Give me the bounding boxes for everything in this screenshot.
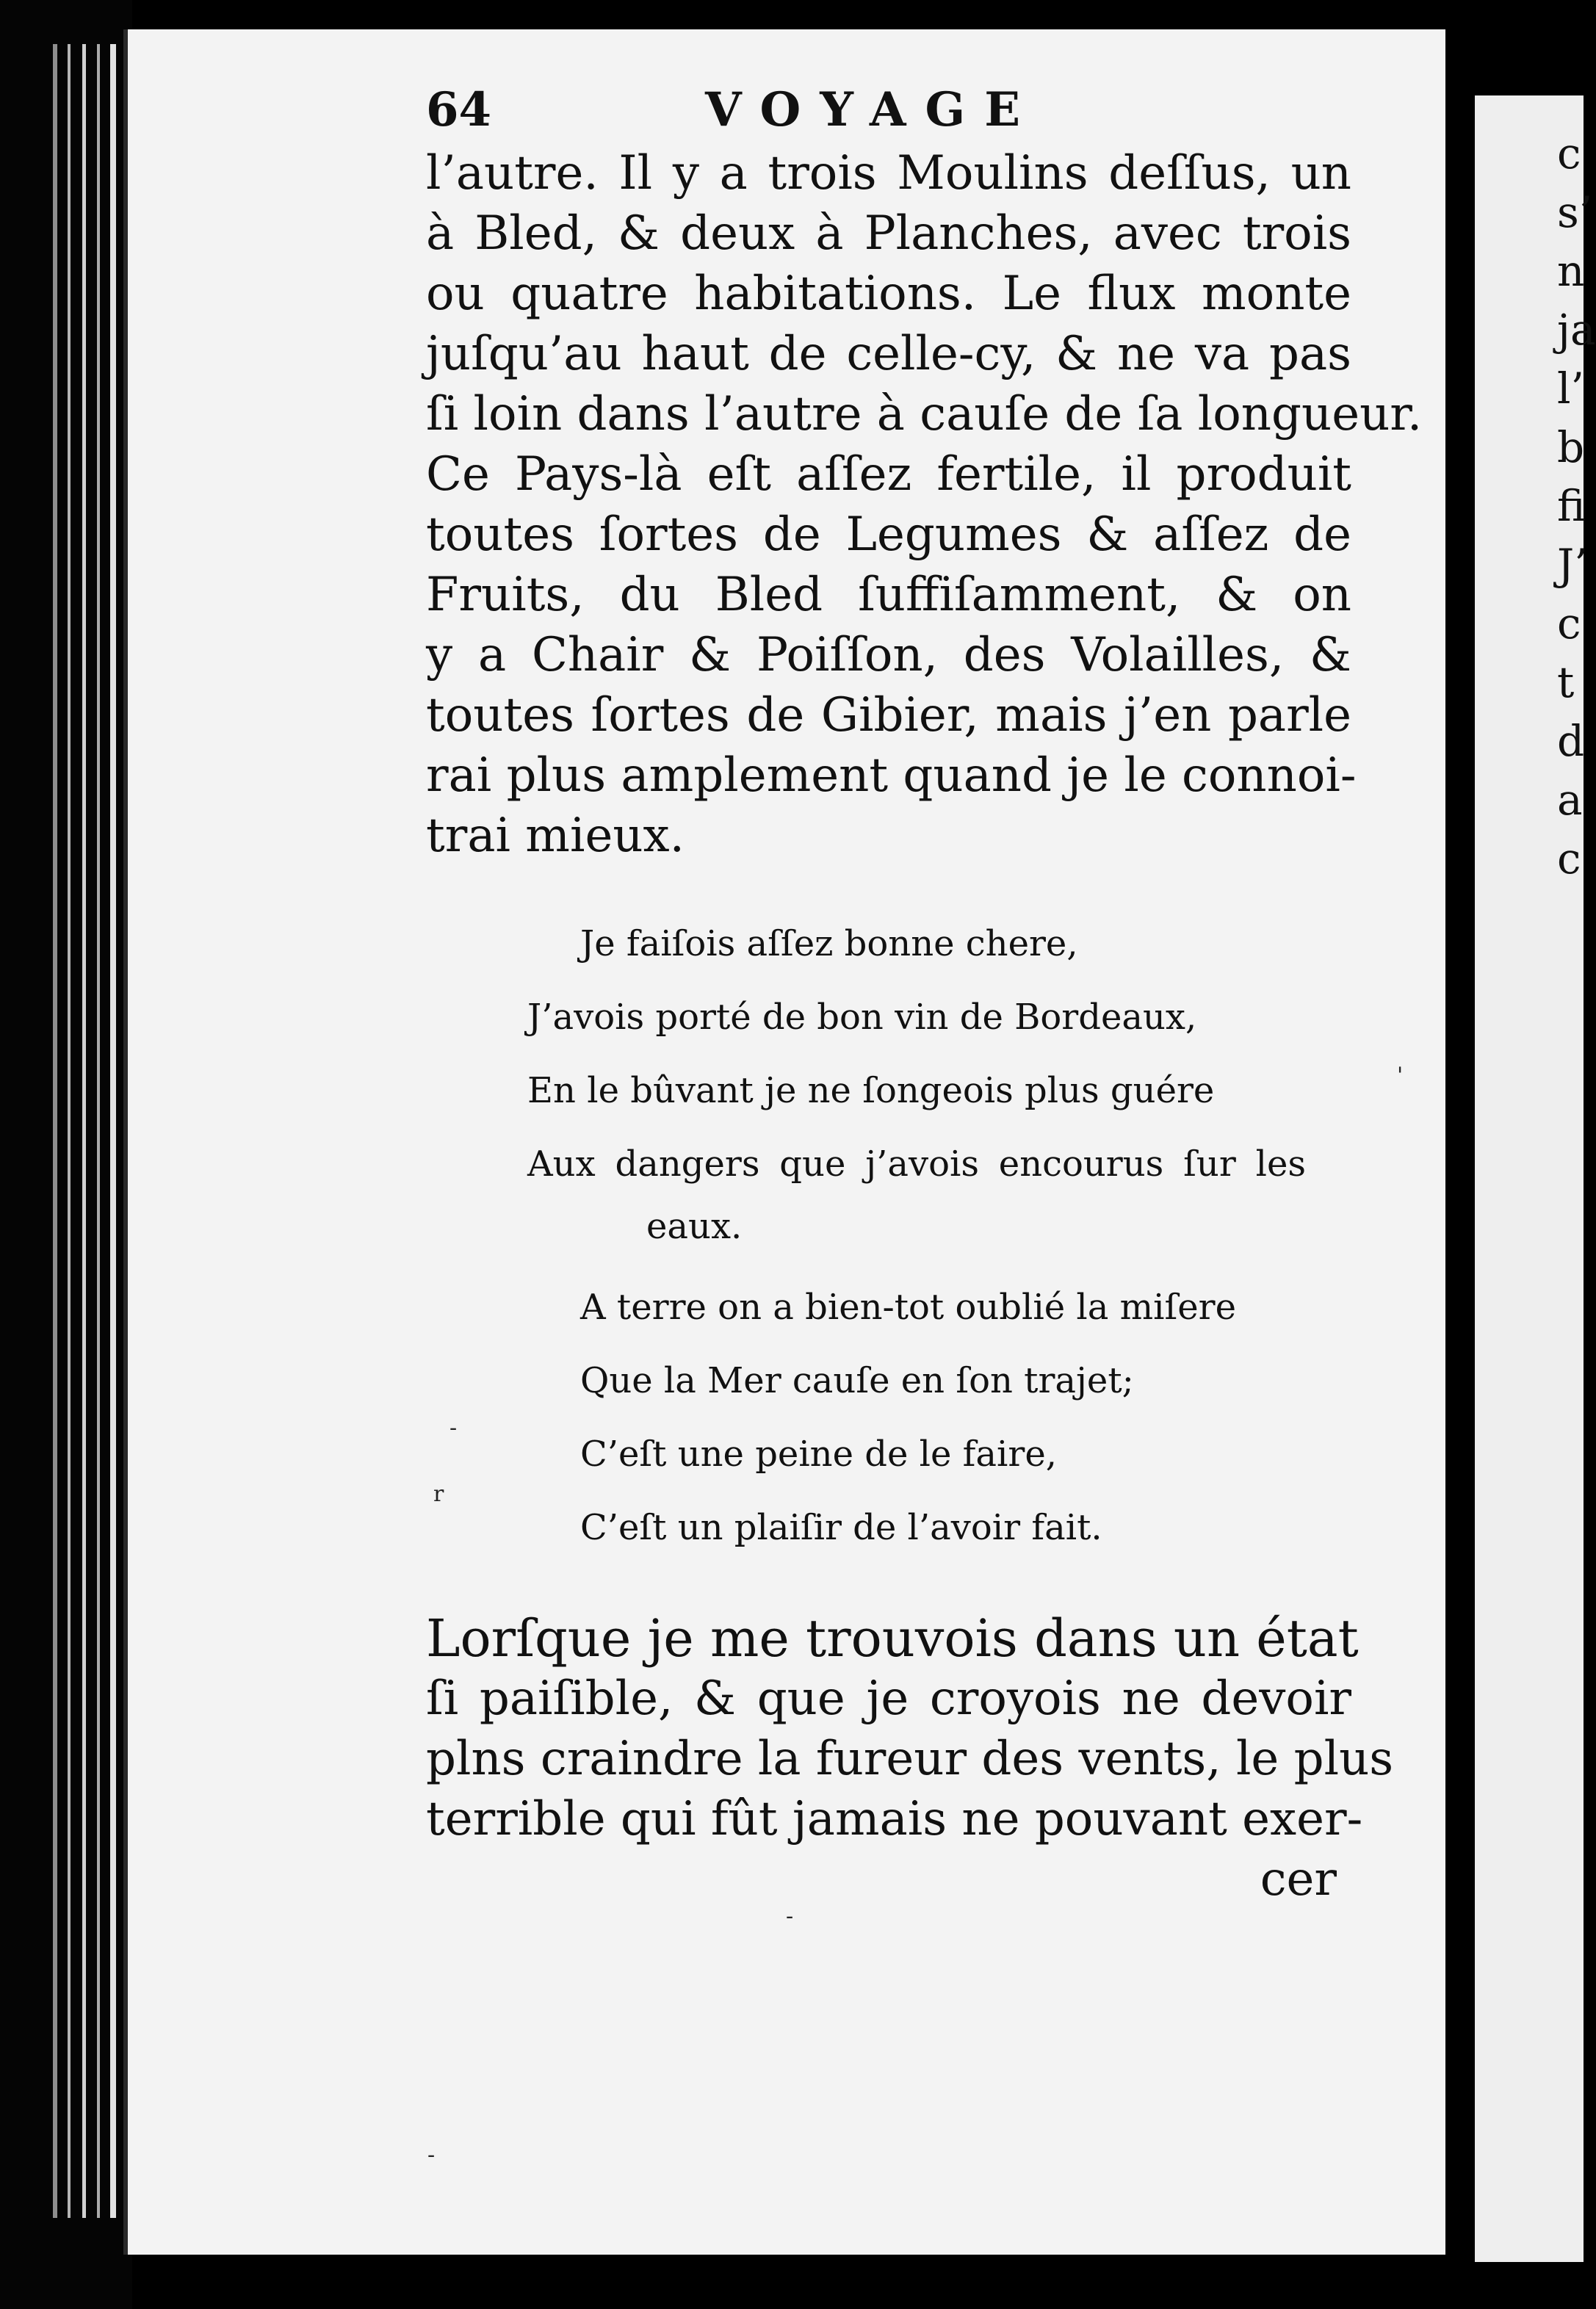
page-edge-stripe — [53, 44, 57, 2218]
page-edge-stripe — [97, 44, 100, 2218]
verse-line: Je faiſois aſſez bonne chere, — [580, 923, 1078, 964]
verse-line: J’avois porté de bon vin de Bordeaux, — [527, 997, 1197, 1038]
text-line: Lorſque je me trouvois dans un état — [426, 1608, 1359, 1669]
running-title: VOYAGE — [705, 82, 1039, 137]
next-page-fragment: l’ — [1557, 364, 1584, 413]
next-page-fragment: J’ — [1557, 540, 1588, 590]
page-edge-stripe — [82, 44, 86, 2218]
next-page-fragment: b — [1557, 422, 1585, 472]
next-page-fragment: c — [1557, 834, 1581, 884]
text-line: à Bled, & deux à Planches, avec trois — [426, 206, 1351, 261]
verse-line: En le bûvant je ne ſongeois plus guére — [527, 1070, 1215, 1111]
text-line: toutes ſortes de Gibier, mais j’en parle — [426, 688, 1351, 742]
page-number: 64 — [426, 82, 492, 137]
binding-gutter — [0, 0, 132, 2309]
page-edge-stripe — [68, 44, 71, 2218]
verse-line: C’eſt une peine de le faire, — [580, 1434, 1058, 1475]
next-page-fragment: d — [1557, 716, 1585, 766]
verse-block — [514, 907, 1359, 1564]
text-line: juſqu’au haut de celle-cy, & ne va pas — [426, 327, 1351, 381]
ink-speck: ' — [1397, 1063, 1404, 1088]
page-gutter-right — [1445, 0, 1475, 2309]
paragraph-2 — [426, 1608, 1394, 1909]
next-page-fragment: n — [1557, 246, 1585, 296]
ink-speck: r — [433, 1481, 444, 1507]
text-line: Ce Pays-là eſt aſſez fertile, il produit — [426, 447, 1351, 502]
next-page-fragment: c — [1557, 129, 1581, 178]
text-line: ou quatre habitations. Le flux monte — [426, 267, 1351, 321]
next-page-fragment: fi — [1557, 481, 1586, 531]
text-line: l’autre. Il y a trois Moulins deſſus, un — [426, 146, 1351, 200]
text-line: ſi loin dans l’autre à cauſe de ſa longueur. — [426, 387, 1423, 441]
verse-line: Que la Mer cauſe en ſon trajet; — [580, 1360, 1134, 1401]
verse-line: C’eſt un plaiſir de l’avoir fait. — [580, 1507, 1102, 1548]
page-edge-stripe — [110, 44, 116, 2218]
catchword: cer — [1260, 1852, 1337, 1907]
text-line: terrible qui fût jamais ne pouvant exer- — [426, 1792, 1363, 1846]
ink-speck: - — [449, 1415, 458, 1441]
text-line: toutes ſortes de Legumes & aſſez de — [426, 507, 1351, 562]
next-page-fragment: ja — [1557, 305, 1596, 355]
text-line: rai plus amplement quand je le connoi- — [426, 748, 1357, 803]
next-page-fragment: t — [1557, 657, 1575, 707]
running-head — [426, 82, 1351, 145]
next-page-edge — [1475, 95, 1596, 2262]
ink-speck: - — [427, 2142, 436, 2168]
text-line: Fruits, du Bled ſuffiſamment, & on — [426, 568, 1351, 622]
paragraph-1 — [426, 143, 1423, 866]
next-page-fragment: a — [1557, 775, 1583, 825]
next-page-fragment: s’ — [1557, 187, 1593, 237]
text-line: y a Chair & Poiſſon, des Volailles, & — [426, 628, 1351, 682]
text-line: plns craindre la fureur des vents, le plus — [426, 1732, 1394, 1786]
text-line: ſi paiſible, & que je croyois ne devoir — [426, 1672, 1351, 1726]
next-page-fragment: c — [1557, 599, 1581, 648]
text-line: trai mieux. — [426, 809, 685, 863]
verse-line: A terre on a bien-tot oublié la miſere — [580, 1287, 1236, 1328]
verse-line: Aux dangers que j’avois encourus ſur les — [527, 1143, 1306, 1185]
verse-line-continuation: eaux. — [646, 1206, 743, 1247]
ink-speck: - — [786, 1904, 794, 1929]
